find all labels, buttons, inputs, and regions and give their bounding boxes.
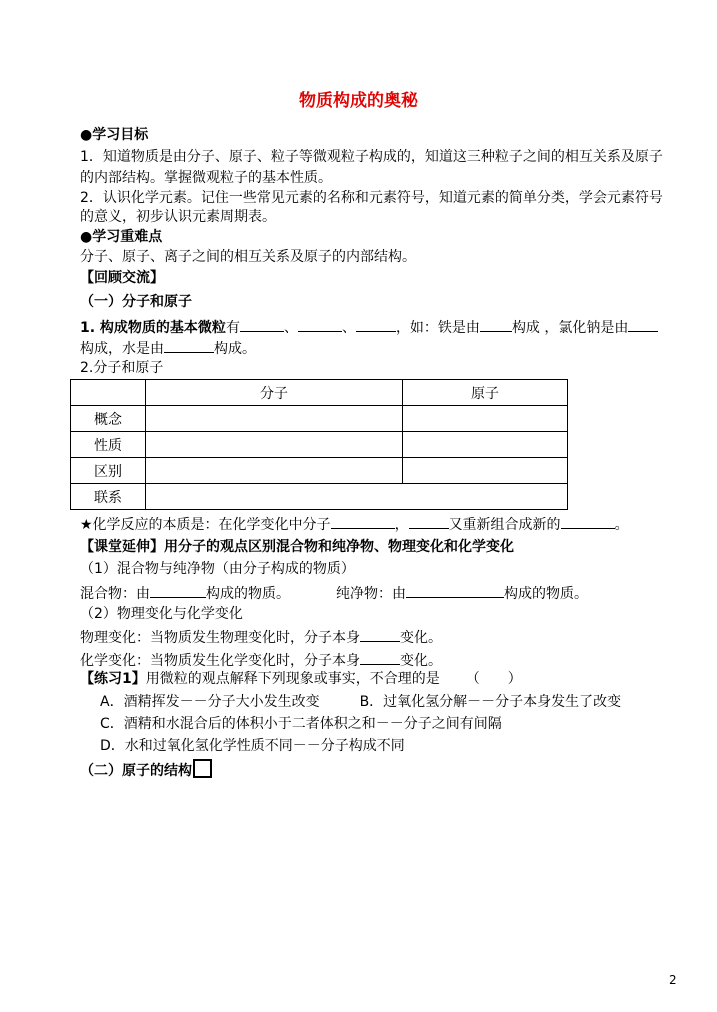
mixture-pure-line — [80, 582, 588, 602]
table-row-label: 联系 — [71, 484, 146, 510]
physical-text-b: 变化。 — [400, 630, 442, 646]
goals-heading: ●学习目标 — [80, 127, 149, 143]
blank — [360, 626, 400, 642]
option-d: D．水和过氧化氢化学性质不同－－分子构成不同 — [100, 738, 405, 754]
q1-text-b: ，如：铁是由 — [395, 320, 480, 336]
pure-text-a: 纯净物：由 — [336, 586, 406, 602]
section-2-heading — [80, 759, 212, 779]
blank — [164, 337, 214, 353]
exercise-question: 用微粒的观点解释下列现象或事实，不合理的是 — [145, 671, 440, 687]
exercise-1 — [80, 669, 522, 689]
goal-2-line-1: 2．认识化学元素。记住一些常见元素的名称和元素符号，知道元素的简单分类，学会元素符号 — [80, 190, 663, 206]
blank — [150, 582, 206, 598]
pure-text-b: 构成的物质。 — [504, 586, 588, 602]
essence-text-a: ★化学反应的本质是：在化学变化中分子 — [80, 517, 331, 533]
blank — [298, 316, 342, 332]
blank — [561, 513, 615, 529]
option-c: C．酒精和水混合后的体积小于二者体积之和－－分子之间有间隔 — [100, 716, 502, 732]
table-cell — [403, 458, 568, 484]
blank — [480, 316, 512, 332]
blank — [356, 316, 396, 332]
q1-text-c: 构成 ，氯化钠是由 — [511, 320, 629, 336]
option-b: B．过氧化氢分解－－分子本身发生了改变 — [359, 694, 622, 710]
mixture-text-b: 构成的物质。 — [206, 586, 290, 602]
keypoints-text: 分子、原子、离子之间的相互关系及原子的内部结构。 — [80, 249, 416, 265]
table-row — [71, 406, 568, 432]
keypoints-heading: ●学习重难点 — [80, 229, 163, 245]
page-number: 2 — [669, 973, 677, 987]
molecule-atom-table — [70, 379, 568, 510]
table-corner-cell — [71, 380, 146, 406]
table-row-label: 性质 — [71, 432, 146, 458]
table-row — [71, 458, 568, 484]
section-1-heading: （一）分子和原子 — [80, 294, 192, 310]
option-a: A．酒精挥发－－分子大小发生改变 — [100, 694, 320, 710]
extension-heading: 【课堂延伸】用分子的观点区别混合物和纯净物、物理变化和化学变化 — [80, 539, 514, 555]
goal-1-line-1: 1．知道物质是由分子、原子、粒子等微观粒子构成的，知道这三种粒子之间的相互关系及原子 — [80, 149, 663, 165]
reaction-essence — [80, 513, 629, 533]
exercise-options-ab — [100, 692, 621, 712]
q1-sep: 、 — [283, 320, 298, 336]
blank — [240, 316, 284, 332]
physical-change-line — [80, 626, 442, 646]
table-cell — [146, 406, 403, 432]
q1-text-a: 有 — [225, 320, 240, 336]
table-header-molecule: 分子 — [146, 380, 403, 406]
chemical-change-line — [80, 649, 442, 669]
section-2-text: （二）原子的结构 — [80, 763, 192, 779]
physical-text-a: 物理变化：当物质发生物理变化时，分子本身 — [80, 630, 360, 646]
question-1-label: 1. 构成物质的基本微粒 — [80, 320, 226, 336]
page-title: 物质构成的奥秘 — [299, 91, 418, 111]
extension-sub-2: （2）物理变化与化学变化 — [80, 606, 243, 622]
table-row — [71, 432, 568, 458]
goal-2-line-2: 的意义，初步认识元素周期表。 — [80, 209, 276, 225]
goal-1-line-2: 的内部结构。掌握微观粒子的基本性质。 — [80, 170, 332, 186]
review-heading: 【回顾交流】 — [80, 270, 164, 286]
table-row — [71, 484, 568, 510]
essence-text-d: 。 — [614, 517, 629, 533]
question-1-line-1 — [80, 316, 658, 336]
table-cell — [146, 432, 403, 458]
question-1-line-2 — [80, 337, 256, 357]
table-header-row — [71, 380, 568, 406]
chemical-text-a: 化学变化：当物质发生化学变化时，分子本身 — [80, 653, 360, 669]
answer-parentheses: （ ） — [465, 671, 522, 687]
exercise-label: 【练习1】 — [80, 671, 146, 687]
table-cell — [146, 484, 568, 510]
q1-line2-text-a: 构成，水是由 — [80, 341, 164, 357]
checkbox-mark — [193, 759, 212, 778]
blank — [628, 316, 658, 332]
table-row-label: 区别 — [71, 458, 146, 484]
question-2: 2.分子和原子 — [80, 360, 164, 376]
chemical-text-b: 变化。 — [400, 653, 442, 669]
table-header-atom: 原子 — [403, 380, 568, 406]
extension-sub-1: （1）混合物与纯净物（由分子构成的物质） — [80, 561, 355, 577]
table-cell — [146, 458, 403, 484]
essence-text-c: 又重新组合成新的 — [448, 517, 561, 533]
blank — [360, 649, 400, 665]
mixture-text-a: 混合物：由 — [80, 586, 150, 602]
blank — [331, 513, 395, 529]
table-cell — [403, 432, 568, 458]
q1-line2-text-b: 构成。 — [214, 341, 256, 357]
blank — [409, 513, 449, 529]
blank — [406, 582, 504, 598]
essence-text-b: ， — [394, 517, 409, 533]
table-cell — [403, 406, 568, 432]
table-row-label: 概念 — [71, 406, 146, 432]
q1-sep: 、 — [341, 320, 356, 336]
